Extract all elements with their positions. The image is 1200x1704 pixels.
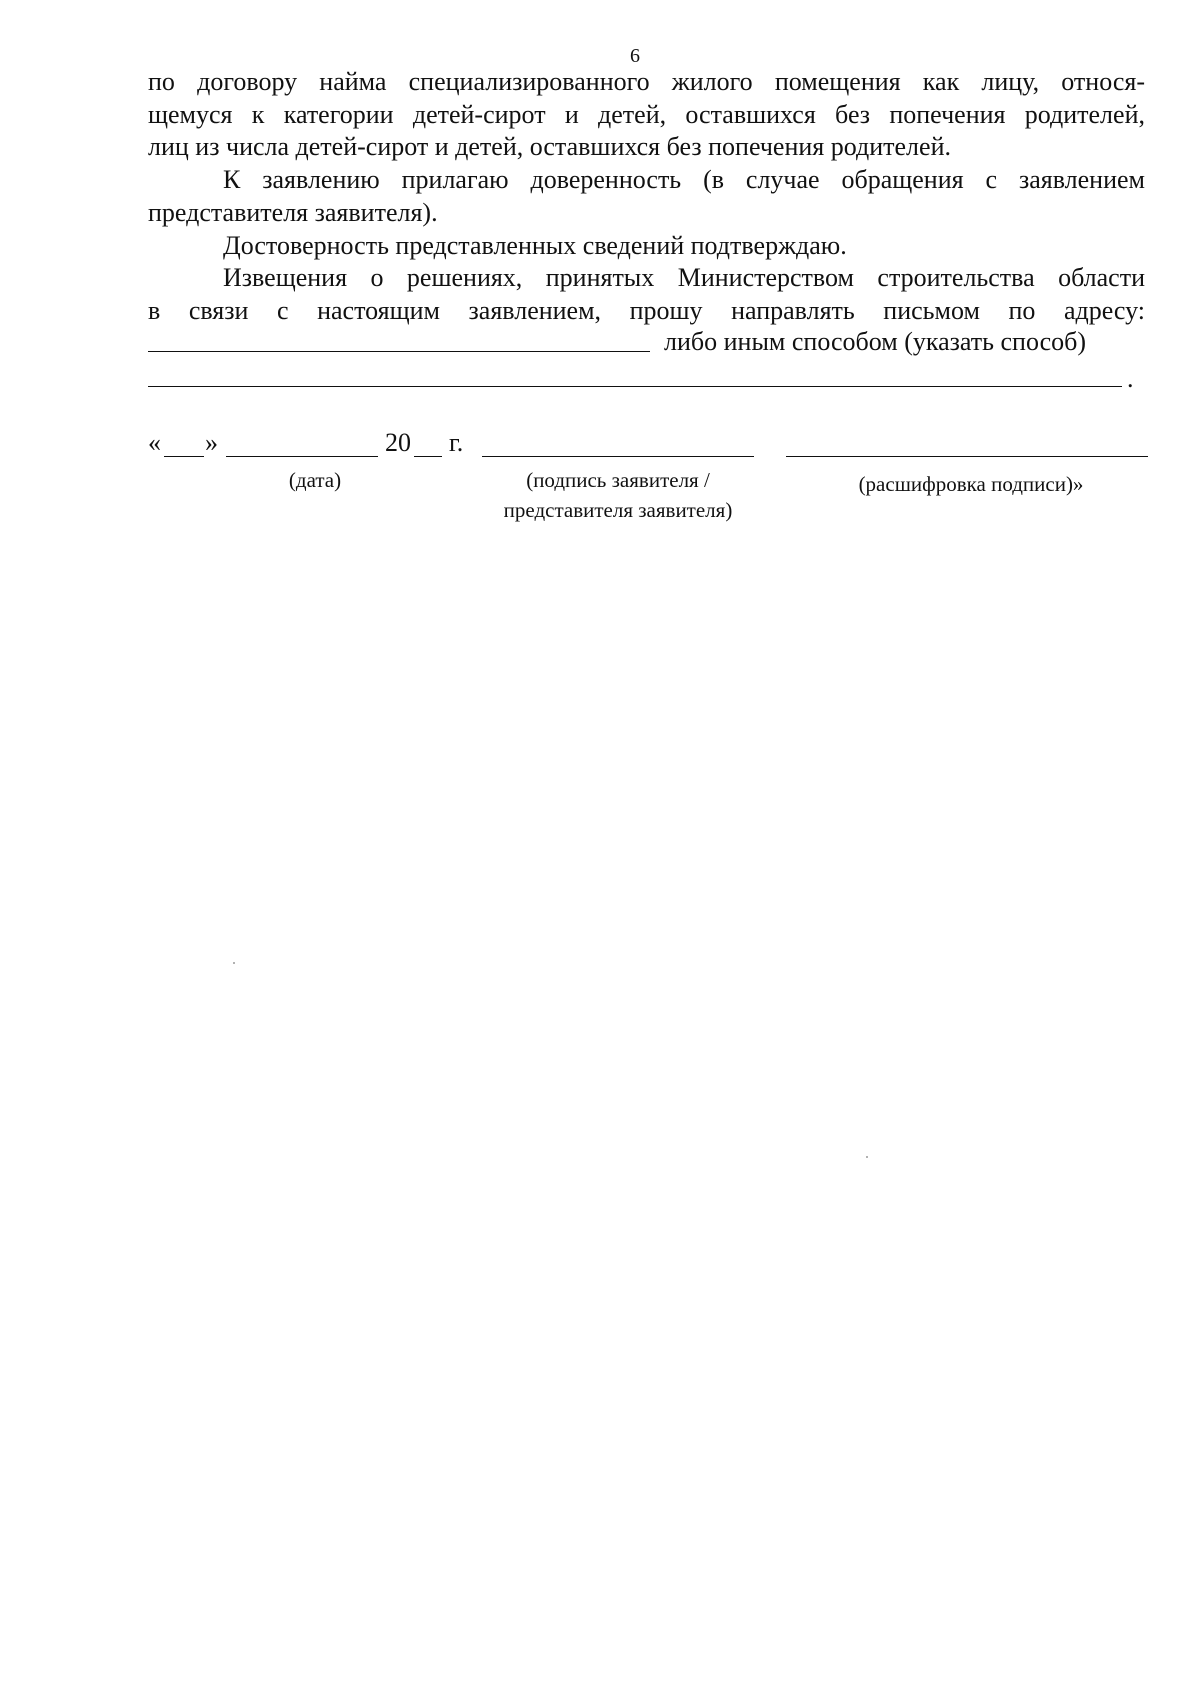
signature-input-line[interactable] — [482, 456, 754, 457]
paragraph-confirmation-line-1: Достоверность представленных сведений подтверждаю. — [223, 231, 847, 260]
year-prefix: 20 — [385, 428, 411, 457]
paragraph-contract-line-3: лиц из числа детей-сирот и детей, оставшихся без попечения родителей. — [148, 132, 951, 162]
paragraph-attachment-line-1: К заявлению прилагаю доверенность (в случае обращения с заявлением — [223, 165, 1145, 194]
signature-decoding-input-line[interactable] — [786, 456, 1148, 457]
day-input-line[interactable] — [164, 456, 204, 457]
year-suffix: г. — [449, 428, 464, 457]
caption-signature-line-1: (подпись заявителя / — [526, 468, 710, 492]
paragraph-attachment — [148, 164, 1145, 229]
paragraph-notifications-line-2: в связи с настоящим заявлением, прошу направлять письмом по адресу: — [148, 295, 1145, 325]
caption-date: (дата) — [288, 468, 342, 492]
paragraph-contract-line-1: по договору найма специализированного жилого помещения как лицу, относя- — [148, 67, 1145, 96]
date-close-quote: » — [205, 428, 218, 457]
year-input-line[interactable] — [414, 456, 442, 457]
address-input-line[interactable] — [148, 351, 650, 352]
paragraph-notifications-line-1: Извещения о решениях, принятых Министерством строительства области — [223, 263, 1145, 292]
paragraph-contract — [148, 66, 1145, 164]
caption-signature-decoding: (расшифровка подписи)» — [858, 472, 1084, 496]
month-input-line[interactable] — [226, 456, 378, 457]
caption-signature-line-2: представителя заявителя) — [503, 498, 733, 522]
scan-speck — [233, 962, 235, 964]
method-line-period: . — [1127, 364, 1134, 393]
paragraph-attachment-line-2: представителя заявителя). — [148, 197, 438, 227]
page-number: 6 — [630, 45, 640, 67]
scan-speck — [866, 1156, 868, 1158]
paragraph-notifications — [148, 262, 1145, 327]
date-open-quote: « — [148, 428, 161, 457]
paragraph-confirmation — [148, 230, 1145, 263]
paragraph-contract-line-2: щемуся к категории детей-сирот и детей, оставшихся без попечения родителей, — [148, 99, 1145, 129]
method-input-line[interactable] — [148, 386, 1122, 387]
other-method-label: либо иным способом (указать способ) — [664, 327, 1087, 356]
